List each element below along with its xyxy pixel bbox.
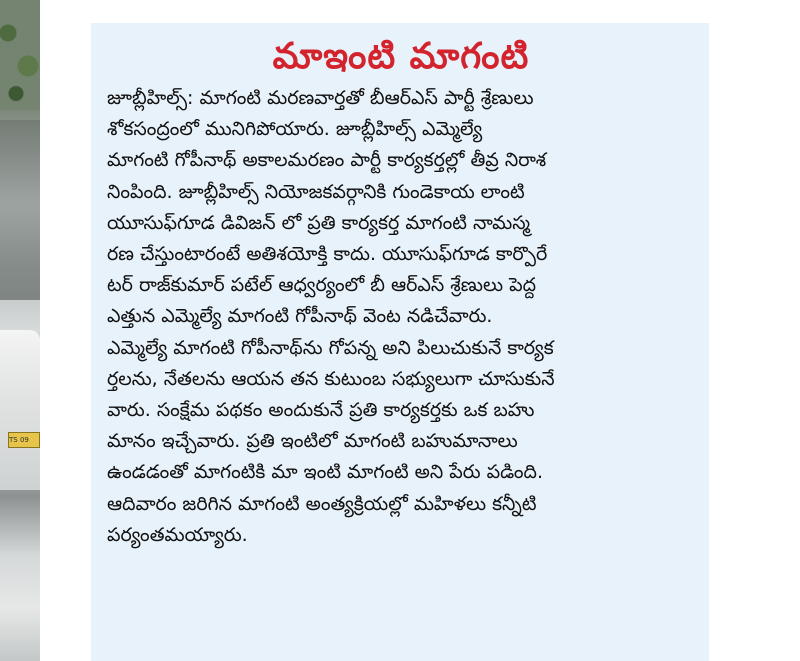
article-line: వారు. సంక్షేమ పథకం అందుకునే ప్రతి కార్యకర్తకు ఒక బహు	[107, 399, 535, 422]
article-headline: మాఇంటి మాగంటి	[272, 36, 530, 77]
article-line: జూబ్లీహిల్స్: మాగంటి మరణవార్తతో బీఆర్ఎస్ పార్టీ శ్రేణులు	[107, 87, 534, 109]
article-line: యూసుఫ్‌గూడ డివిజన్ లో ప్రతి కార్యకర్త మాగంటి నామస్మ	[107, 211, 531, 234]
license-plate: TS 09	[8, 432, 40, 448]
cropped-photo	[0, 0, 40, 661]
article-line: మానం ఇచ్చేవారు. ప్రతి ఇంటిలో మాగంటి బహుమానాలు	[107, 430, 518, 453]
article-line: ఎత్తున ఎమ్మెల్యే మాగంటి గోపీనాథ్ వెంట నడిచేవారు.	[107, 305, 493, 328]
car-body	[0, 330, 40, 490]
foliage	[0, 0, 40, 110]
article-body	[107, 83, 695, 551]
article-line: నింపింది. జూబ్లీహిల్స్ నియోజకవర్గానికి గుండెకాయ లాంటి	[107, 180, 525, 203]
article-line: టర్ రాజ్‌కుమార్ పటేల్ ఆధ్వర్యంలో బీ ఆర్ఎస్ శ్రేణులు పెద్ద	[107, 274, 537, 297]
article-line: పర్యంతమయ్యారు.	[107, 523, 248, 546]
article-box	[91, 23, 709, 661]
article-line: ర్తలను, నేతలను ఆయన తన కుటుంబ సభ్యులుగా చూసుకునే	[107, 367, 555, 390]
article-line: శోకసంద్రంలో మునిగిపోయారు. జూబ్లీహిల్స్ ఎమ్మెల్యే	[107, 118, 483, 141]
article-line: ఉండడంతో మాగంటికి మా ఇంటి మాగంటి అని పేరు పడింది.	[107, 461, 544, 484]
building-window	[0, 120, 40, 300]
article-line: ఎమ్మెల్యే మాగంటి గోపీనాథ్‌ను గోపన్న అని పిలుచుకునే కార్యక	[107, 336, 554, 359]
article-line: మాగంటి గోపీనాథ్ అకాలమరణం పార్టీ కార్యకర్తల్లో తీవ్ర నిరాశ	[107, 149, 547, 172]
article-line: రణ చేస్తుంటారంటే అతిశయోక్తి కాదు. యూసుఫ్‌గూడ కార్పొరే	[107, 243, 548, 266]
article-line: ఆదివారం జరిగిన మాగంటి అంత్యక్రియల్లో మహిళలు కన్నీటి	[107, 492, 537, 515]
